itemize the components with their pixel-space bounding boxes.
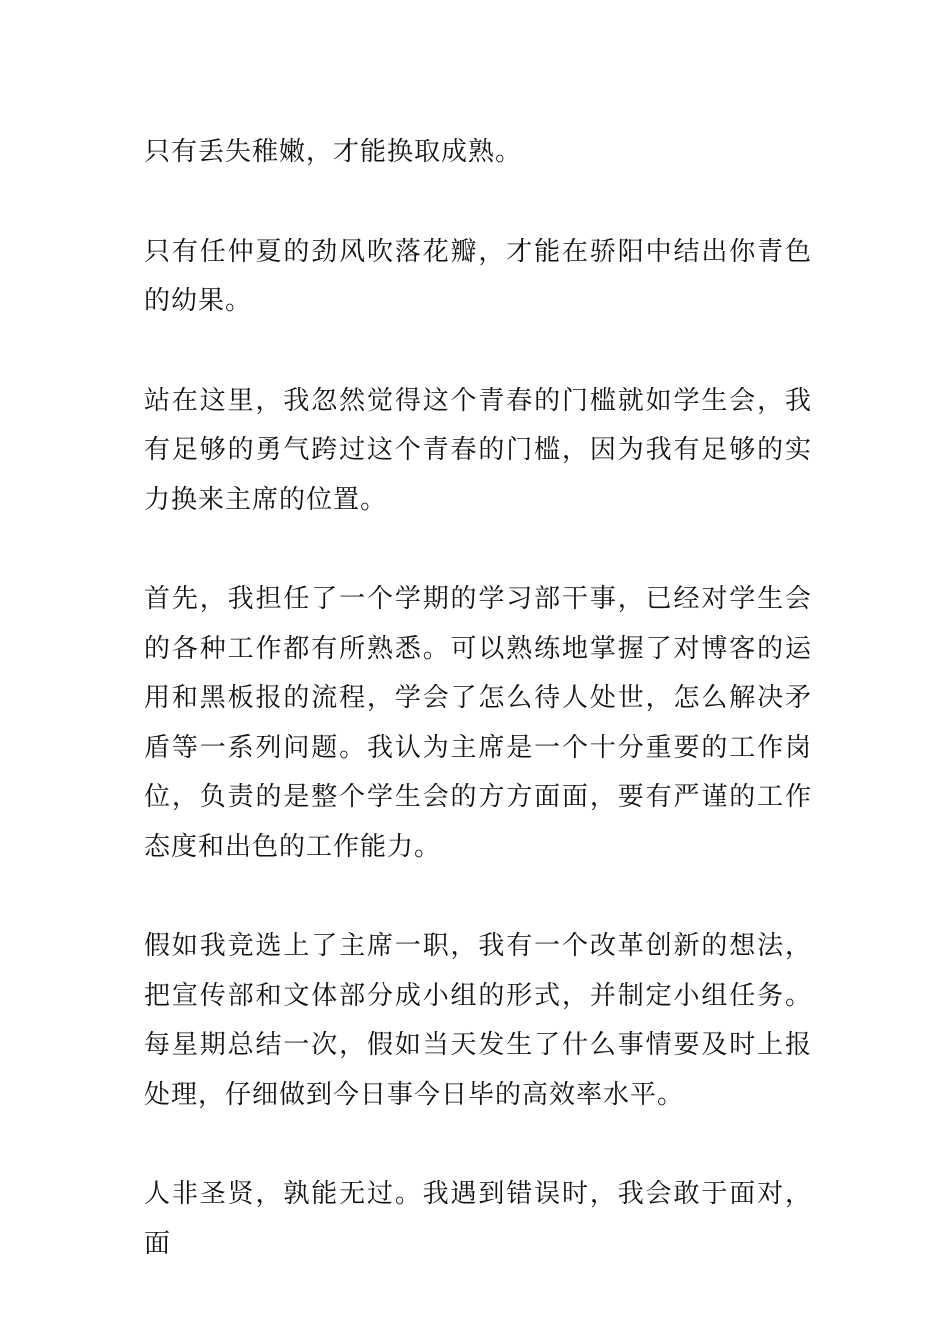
paragraph-1: 只有丢失稚嫩，才能换取成熟。 <box>144 137 523 167</box>
paragraph-6: 人非圣贤，孰能无过。我遇到错误时，我会敢于面对，面 <box>144 1179 812 1259</box>
paragraph-2: 只有任仲夏的劲风吹落花瓣，才能在骄阳中结出你青色的幼果。 <box>144 236 812 316</box>
paragraph-3: 站在这里，我忽然觉得这个青春的门槛就如学生会，我有足够的勇气跨过这个青春的门槛，因为我有足够的实力换来主席的位置。 <box>144 385 812 515</box>
paragraph-5: 假如我竞选上了主席一职，我有一个改革创新的想法，把宣传部和文体部分成小组的形式，并制定小组任务。每星期总结一次，假如当天发生了什么事情要及时上报处理，仔细做到今日事今日毕的高效率水平。 <box>144 931 812 1110</box>
paragraph-4: 首先，我担任了一个学期的学习部干事，已经对学生会的各种工作都有所熟悉。可以熟练地掌握了对博客的运用和黑板报的流程，学会了怎么待人处世，怎么解决矛盾等一系列问题。我认为主席是一个十分重要的工作岗位，负责的是整个学生会的方方面面，要有严谨的工作态度和出色的工作能力。 <box>144 584 812 862</box>
document-body <box>144 128 812 1269</box>
